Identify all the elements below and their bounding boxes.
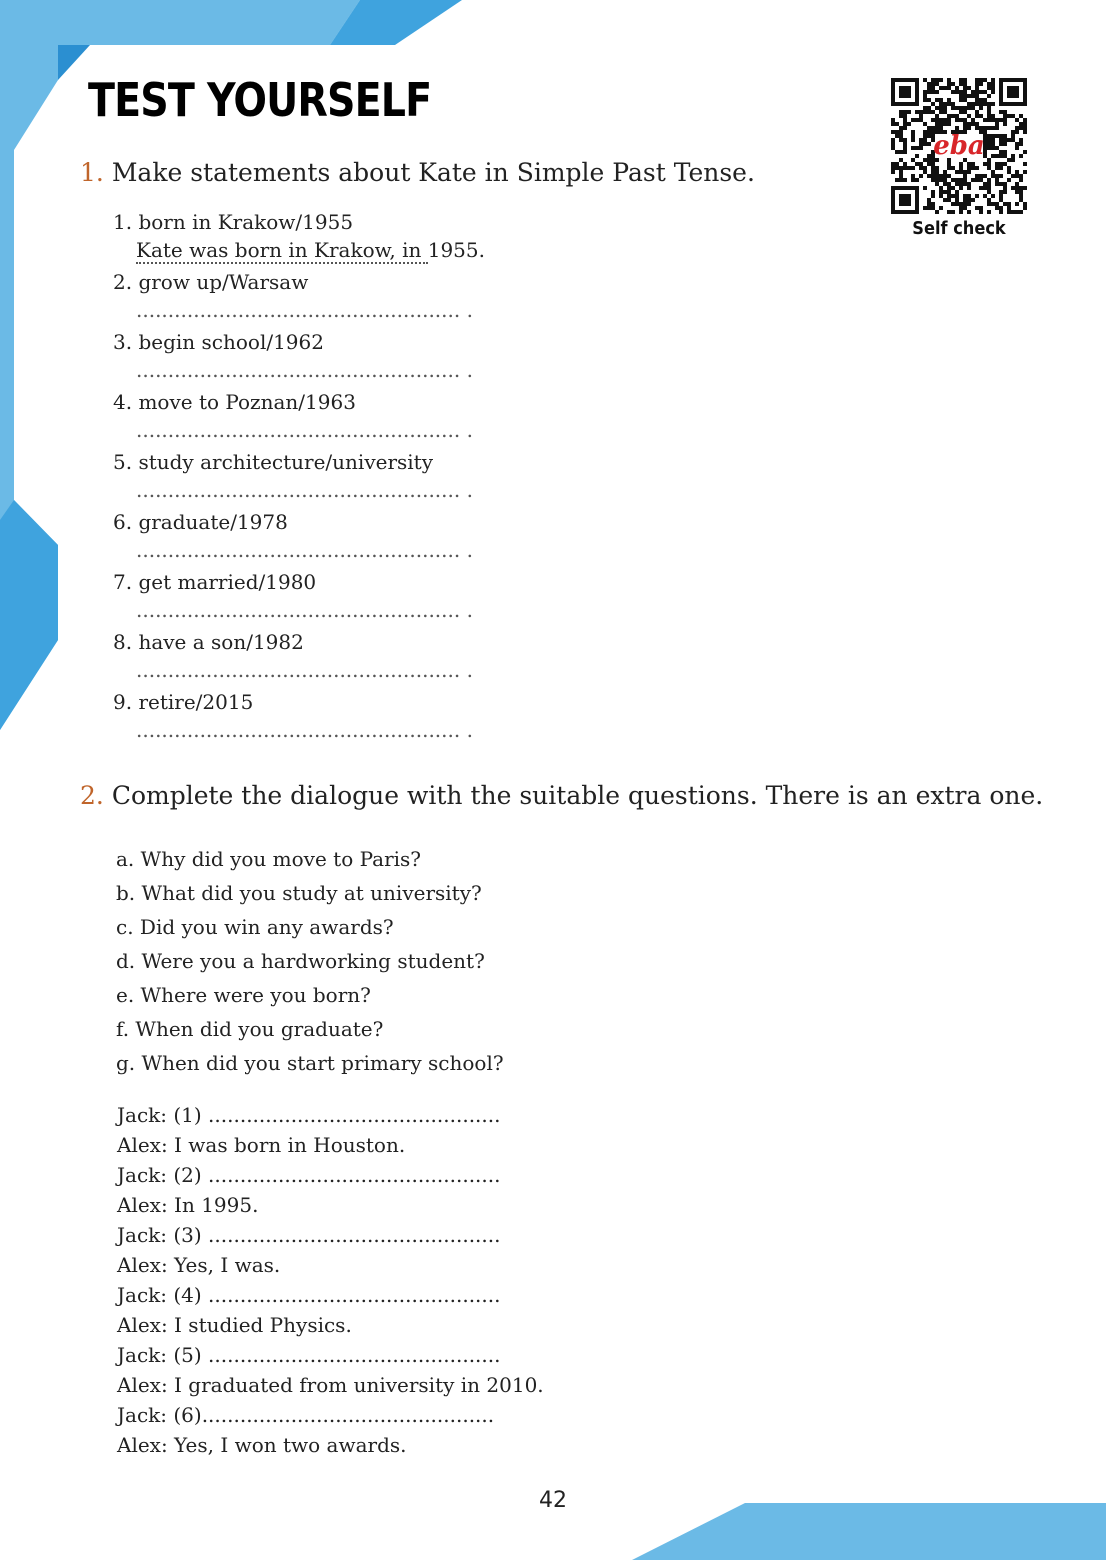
item-prompt: 1. born in Krakow/1955 [113, 210, 354, 234]
answer-blank[interactable]: ................................................... . [136, 358, 473, 382]
dialogue-line-jack[interactable]: Jack: (4) .............................................. [117, 1283, 501, 1307]
list-item [113, 388, 485, 448]
item-prompt: 4. move to Poznan/1963 [113, 390, 356, 414]
dialogue-line-alex: Alex: Yes, I won two awards. [117, 1433, 407, 1457]
answer-blank[interactable]: ................................................... . [136, 298, 473, 322]
dialogue-line-jack[interactable]: Jack: (6).............................................. [117, 1403, 495, 1427]
item-prompt: 9. retire/2015 [113, 690, 254, 714]
page-title: TEST YOURSELF [88, 73, 432, 127]
dialogue-line-jack[interactable]: Jack: (5) .............................................. [117, 1343, 501, 1367]
question-option: e. Where were you born? [116, 983, 371, 1007]
question-option: d. Were you a hardworking student? [116, 949, 485, 973]
list-item [113, 328, 485, 388]
dialogue [117, 1100, 544, 1460]
section-1-instruction: Make statements about Kate in Simple Past Tense. [111, 158, 755, 187]
dialogue-line-alex: Alex: Yes, I was. [117, 1253, 281, 1277]
list-item [113, 568, 485, 628]
item-prompt: 6. graduate/1978 [113, 510, 288, 534]
qr-code-eba-icon[interactable] [890, 78, 1028, 214]
list-item [113, 448, 485, 508]
question-option: g. When did you start primary school? [116, 1051, 504, 1075]
qr-caption: Self check [912, 218, 1006, 239]
question-option: a. Why did you move to Paris? [116, 847, 422, 871]
example-answer-rest: 1955. [427, 238, 485, 262]
dialogue-line-alex: Alex: In 1995. [117, 1193, 259, 1217]
section-2-instruction: Complete the dialogue with the suitable questions. There is an extra one. [111, 781, 1044, 810]
item-prompt: 3. begin school/1962 [113, 330, 324, 354]
item-prompt: 8. have a son/1982 [113, 630, 304, 654]
question-option: f. When did you graduate? [116, 1017, 384, 1041]
section-2-number: 2. [80, 781, 104, 810]
dialogue-line-alex: Alex: I graduated from university in 2010. [117, 1373, 544, 1397]
self-check-qr[interactable] [890, 78, 1028, 239]
dialogue-line-alex: Alex: I studied Physics. [117, 1313, 352, 1337]
left-edge-dark-band [58, 45, 90, 80]
dialogue-line-jack[interactable]: Jack: (3) .............................................. [117, 1223, 501, 1247]
list-item [113, 688, 485, 748]
answer-blank[interactable]: ................................................... . [136, 538, 473, 562]
question-option: b. What did you study at university? [116, 881, 482, 905]
answer-blank[interactable]: ................................................... . [136, 478, 473, 502]
question-options [116, 842, 504, 1080]
answer-blank[interactable]: ................................................... . [136, 658, 473, 682]
list-item [113, 508, 485, 568]
item-prompt: 2. grow up/Warsaw [113, 270, 309, 294]
example-answer-underlined: Kate was born in Krakow, in [136, 238, 428, 262]
list-item [113, 208, 485, 268]
list-item [113, 628, 485, 688]
item-prompt: 5. study architecture/university [113, 450, 434, 474]
item-prompt: 7. get married/1980 [113, 570, 317, 594]
answer-blank[interactable]: ................................................... . [136, 598, 473, 622]
section-1-number: 1. [80, 158, 104, 187]
example-answer [113, 236, 485, 264]
section-1-heading [80, 158, 755, 188]
section-2-heading [80, 781, 1043, 811]
page-number: 42 [539, 1488, 567, 1513]
dialogue-line-jack[interactable]: Jack: (2) .............................................. [117, 1163, 501, 1187]
section-1-items [113, 208, 485, 748]
question-option: c. Did you win any awards? [116, 915, 394, 939]
answer-blank[interactable]: ................................................... . [136, 718, 473, 742]
dialogue-line-alex: Alex: I was born in Houston. [117, 1133, 406, 1157]
eba-logo-text: eba [933, 131, 985, 161]
left-edge-lower-band [0, 500, 58, 730]
list-item [113, 268, 485, 328]
dialogue-line-jack[interactable]: Jack: (1) .............................................. [117, 1103, 501, 1127]
answer-blank[interactable]: ................................................... . [136, 418, 473, 442]
